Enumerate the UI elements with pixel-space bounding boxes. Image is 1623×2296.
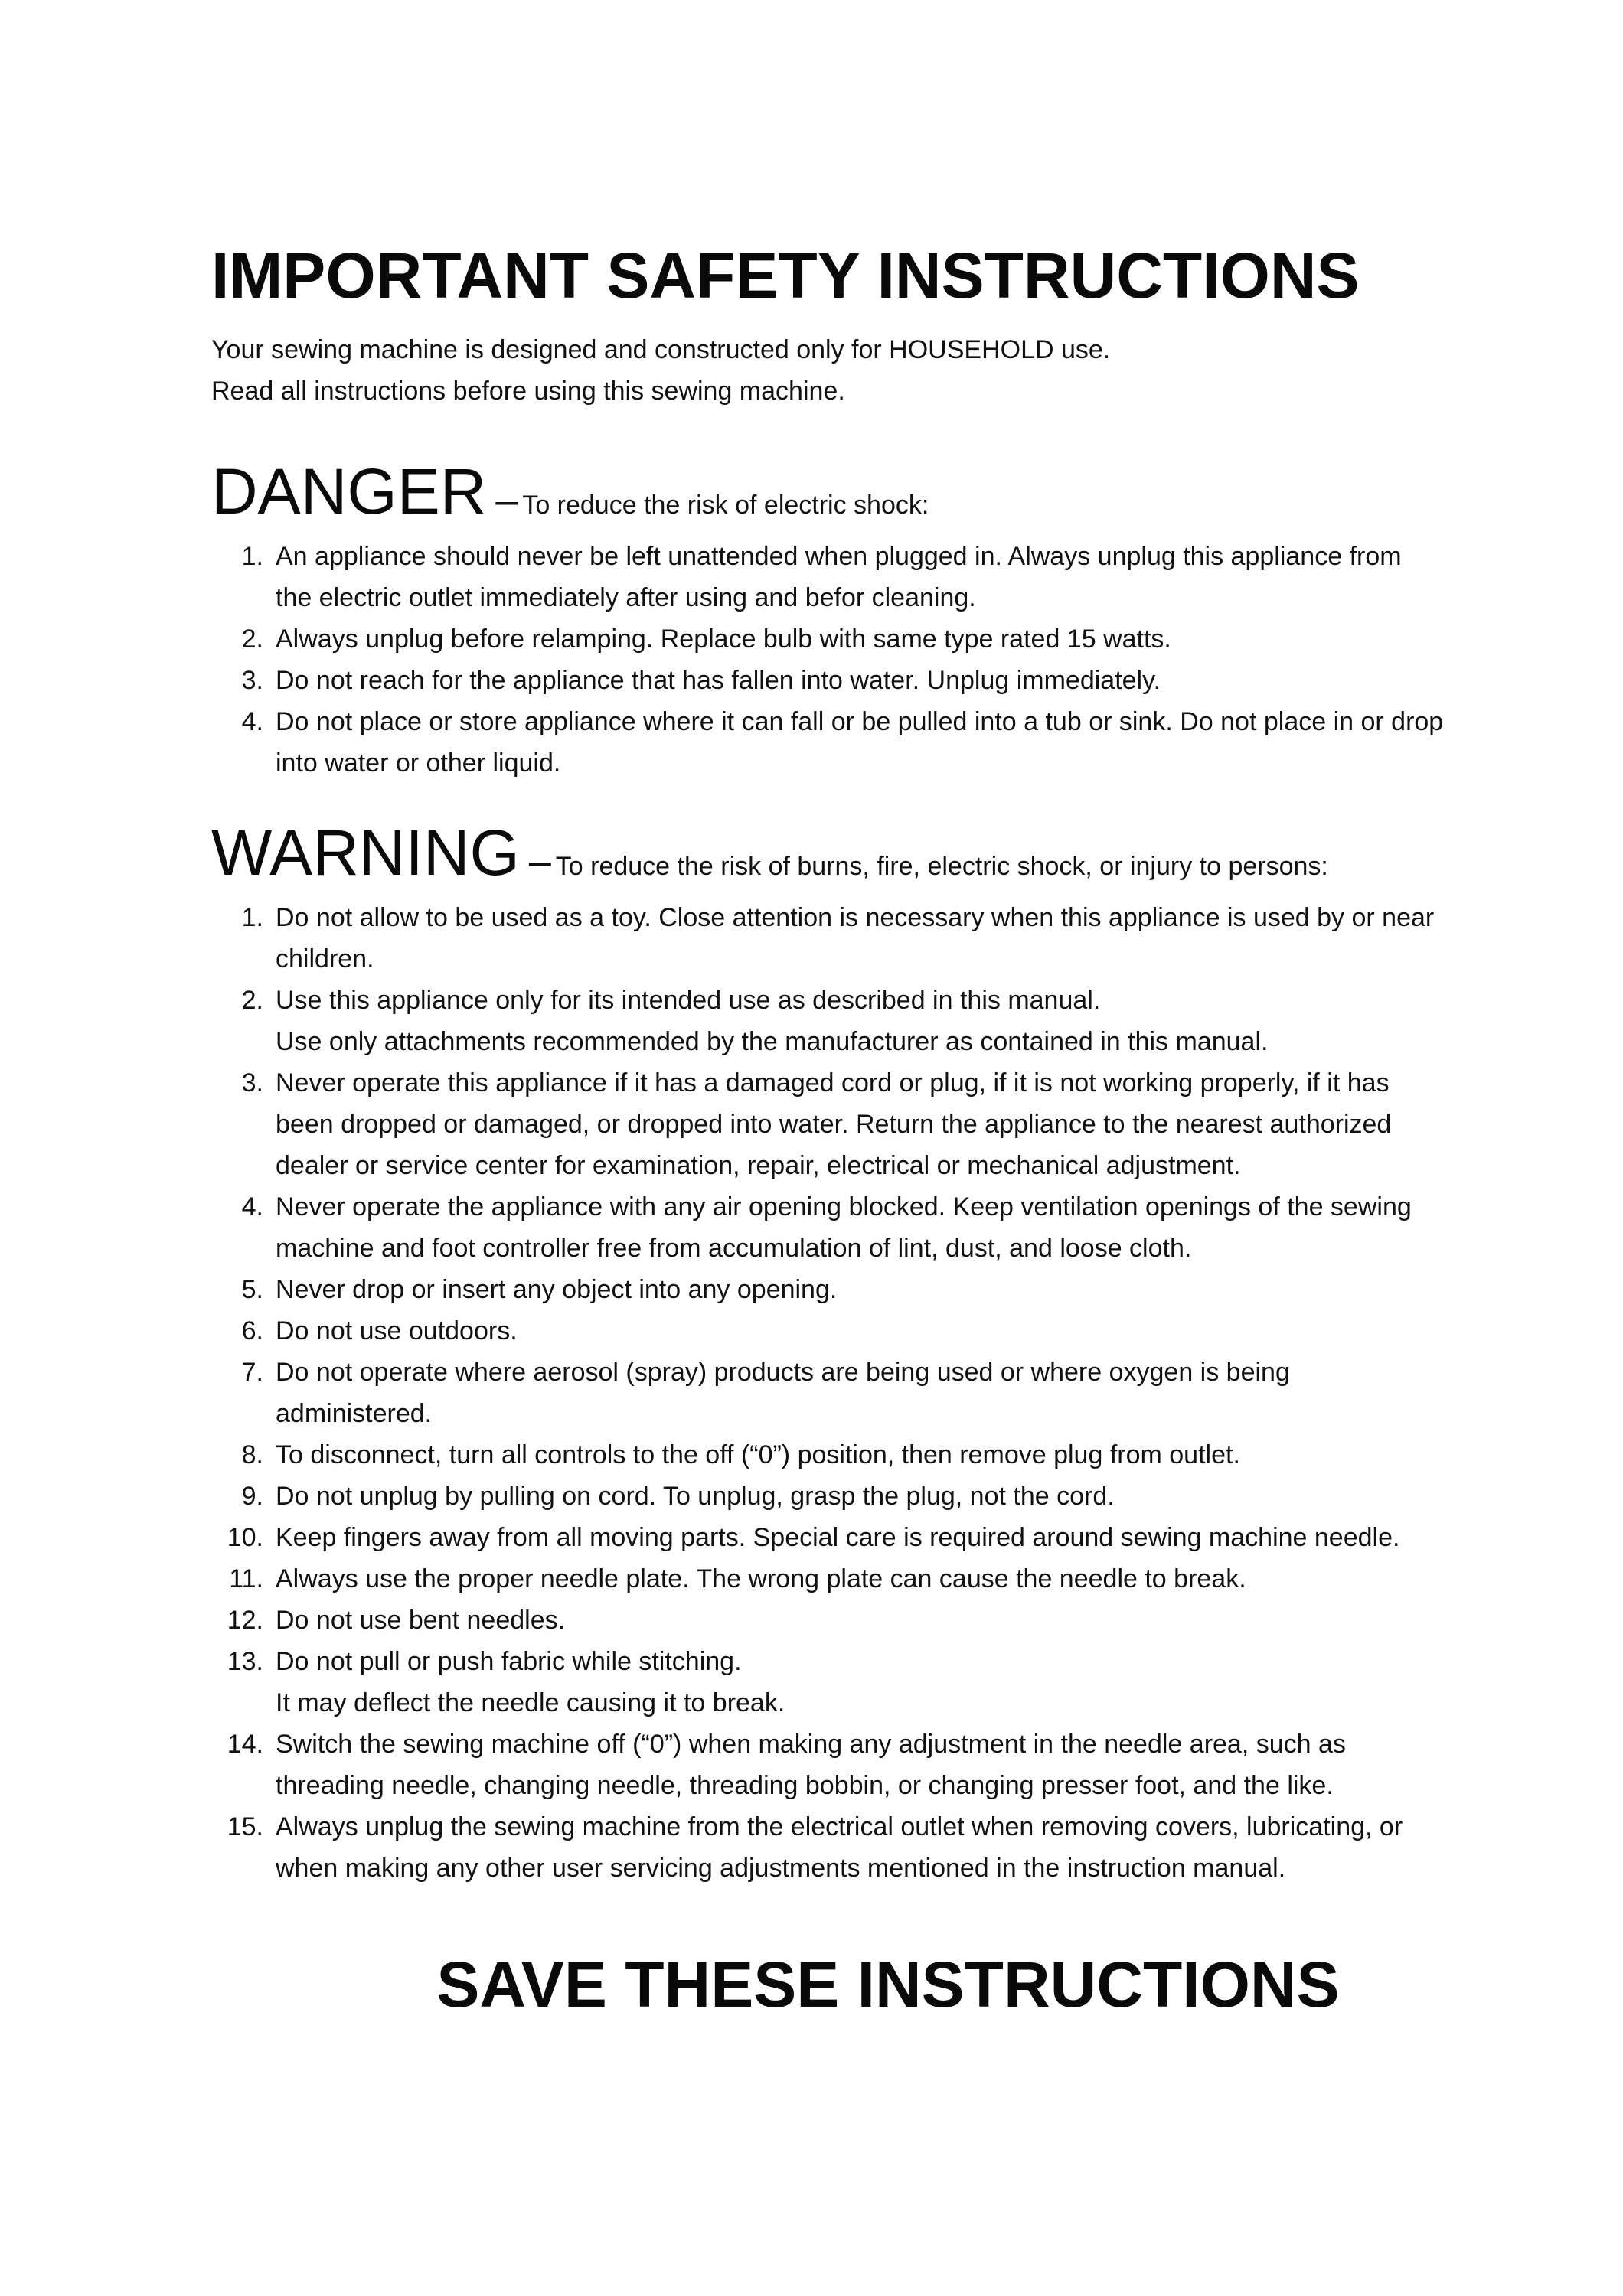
item-line: the electric outlet immediately after using and befor cleaning. [276, 583, 976, 612]
danger-title: DANGER [211, 455, 487, 527]
item-text [263, 1517, 1467, 1558]
item-text [263, 618, 1467, 660]
item-line: Do not allow to be used as a toy. Close attention is necessary when this appliance is used by or near [276, 903, 1435, 932]
item-line: Do not reach for the appliance that has fallen into water. Unplug immediately. [276, 666, 1161, 695]
item-line: An appliance should never be left unattended when plugged in. Always unplug this appliance from [276, 542, 1402, 571]
warning-list-item [211, 980, 1467, 1062]
item-line: Never drop or insert any object into any opening. [276, 1275, 838, 1304]
warning-list-item [211, 1269, 1467, 1310]
item-number: 1. [241, 542, 263, 571]
item-text [263, 660, 1467, 701]
item-line: Never operate this appliance if it has a damaged cord or plug, if it is not working properly, if it has [276, 1068, 1390, 1097]
item-line: It may deflect the needle causing it to break. [276, 1688, 785, 1717]
intro-block [211, 329, 1467, 412]
item-text [263, 1186, 1467, 1269]
item-line: into water or other liquid. [276, 748, 561, 778]
warning-list-item [211, 1806, 1467, 1889]
item-number: 11. [229, 1564, 263, 1593]
item-text [263, 1806, 1467, 1889]
item-text [263, 701, 1467, 784]
warning-dash: – [528, 840, 551, 884]
warning-list-item [211, 1517, 1467, 1558]
item-line: machine and foot controller free from accumulation of lint, dust, and loose cloth. [276, 1234, 1192, 1263]
page-title: IMPORTANT SAFETY INSTRUCTIONS [211, 240, 1360, 311]
warning-subtitle: To reduce the risk of burns, fire, electric shock, or injury to persons: [555, 852, 1328, 881]
item-line: dealer or service center for examination, repair, electrical or mechanical adjustment. [276, 1151, 1241, 1180]
item-line: Use only attachments recommended by the manufacturer as contained in this manual. [276, 1027, 1269, 1056]
warning-list-item [211, 1558, 1467, 1600]
item-text [263, 1269, 1467, 1310]
item-number: 3. [241, 666, 263, 695]
item-text [263, 1434, 1467, 1476]
item-line: Always use the proper needle plate. The wrong plate can cause the needle to break. [276, 1564, 1246, 1593]
warning-list [211, 897, 1467, 1889]
item-number: 2. [241, 986, 263, 1015]
warning-list-item [211, 1476, 1467, 1517]
danger-list-item [211, 701, 1467, 784]
item-text [263, 536, 1467, 618]
item-line: Keep fingers away from all moving parts. Special care is required around sewing machine needle. [276, 1523, 1400, 1552]
warning-list-item [211, 1724, 1467, 1806]
item-line: Always unplug before relamping. Replace bulb with same type rated 15 watts. [276, 625, 1171, 654]
item-line: Do not pull or push fabric while stitching. [276, 1647, 742, 1676]
warning-list-item [211, 1600, 1467, 1641]
item-number: 5. [241, 1275, 263, 1304]
warning-list-item [211, 897, 1467, 980]
danger-list-item [211, 618, 1467, 660]
item-text [263, 980, 1467, 1062]
item-number: 10. [227, 1523, 263, 1552]
warning-title: WARNING [211, 817, 520, 889]
item-line: Always unplug the sewing machine from the electrical outlet when removing covers, lubricating, or [276, 1812, 1403, 1841]
item-number: 7. [241, 1358, 263, 1387]
item-text [263, 1352, 1467, 1434]
item-number: 2. [241, 625, 263, 654]
item-line: been dropped or damaged, or dropped into water. Return the appliance to the nearest authorized [276, 1110, 1392, 1139]
item-line: Do not unplug by pulling on cord. To unplug, grasp the plug, not the cord. [276, 1482, 1115, 1511]
danger-subtitle: To reduce the risk of electric shock: [522, 491, 929, 520]
item-text [263, 1310, 1467, 1352]
item-text [263, 1558, 1467, 1600]
item-text [263, 1600, 1467, 1641]
item-number: 9. [241, 1482, 263, 1511]
item-line: Do not use bent needles. [276, 1606, 566, 1635]
warning-list-item [211, 1641, 1467, 1724]
item-line: when making any other user servicing adjustments mentioned in the instruction manual. [276, 1854, 1286, 1883]
item-text [263, 1476, 1467, 1517]
item-line: administered. [276, 1399, 433, 1428]
warning-heading [211, 814, 1467, 891]
warning-list-item [211, 1434, 1467, 1476]
item-line: To disconnect, turn all controls to the off (“0”) position, then remove plug from outlet. [276, 1440, 1240, 1469]
item-line: Do not use outdoors. [276, 1316, 518, 1345]
item-number: 14. [227, 1730, 263, 1759]
warning-list-item [211, 1352, 1467, 1434]
item-number: 4. [241, 1192, 263, 1221]
item-text [263, 897, 1467, 980]
item-text [263, 1724, 1467, 1806]
document-page [211, 237, 1467, 1889]
item-number: 15. [227, 1812, 263, 1841]
item-line: Never operate the appliance with any air opening blocked. Keep ventilation openings of the sewing [276, 1192, 1412, 1221]
item-line: threading needle, changing needle, threading bobbin, or changing presser foot, and the like. [276, 1771, 1334, 1800]
item-line: Switch the sewing machine off (“0”) when making any adjustment in the needle area, such as [276, 1730, 1346, 1759]
item-line: Do not place or store appliance where it can fall or be pulled into a tub or sink. Do not place in or drop [276, 707, 1444, 736]
danger-dash: – [495, 478, 518, 523]
intro-line: Read all instructions before using this sewing machine. [211, 377, 845, 406]
item-line: children. [276, 944, 374, 974]
danger-list-item [211, 660, 1467, 701]
intro-line: Your sewing machine is designed and constructed only for HOUSEHOLD use. [211, 335, 1111, 364]
warning-list-item [211, 1310, 1467, 1352]
save-instructions-title: SAVE THESE INSTRUCTIONS [436, 1949, 1340, 2020]
warning-list-item [211, 1062, 1467, 1186]
item-number: 3. [241, 1068, 263, 1097]
item-number: 12. [227, 1606, 263, 1635]
warning-list-item [211, 1186, 1467, 1269]
item-text [263, 1062, 1467, 1186]
item-text [263, 1641, 1467, 1724]
item-number: 13. [227, 1647, 263, 1676]
danger-list [211, 536, 1467, 784]
item-number: 1. [241, 903, 263, 932]
danger-list-item [211, 536, 1467, 618]
item-number: 4. [241, 707, 263, 736]
item-number: 6. [241, 1316, 263, 1345]
item-line: Do not operate where aerosol (spray) products are being used or where oxygen is being [276, 1358, 1290, 1387]
danger-heading [211, 453, 1467, 530]
item-number: 8. [241, 1440, 263, 1469]
item-line: Use this appliance only for its intended use as described in this manual. [276, 986, 1101, 1015]
